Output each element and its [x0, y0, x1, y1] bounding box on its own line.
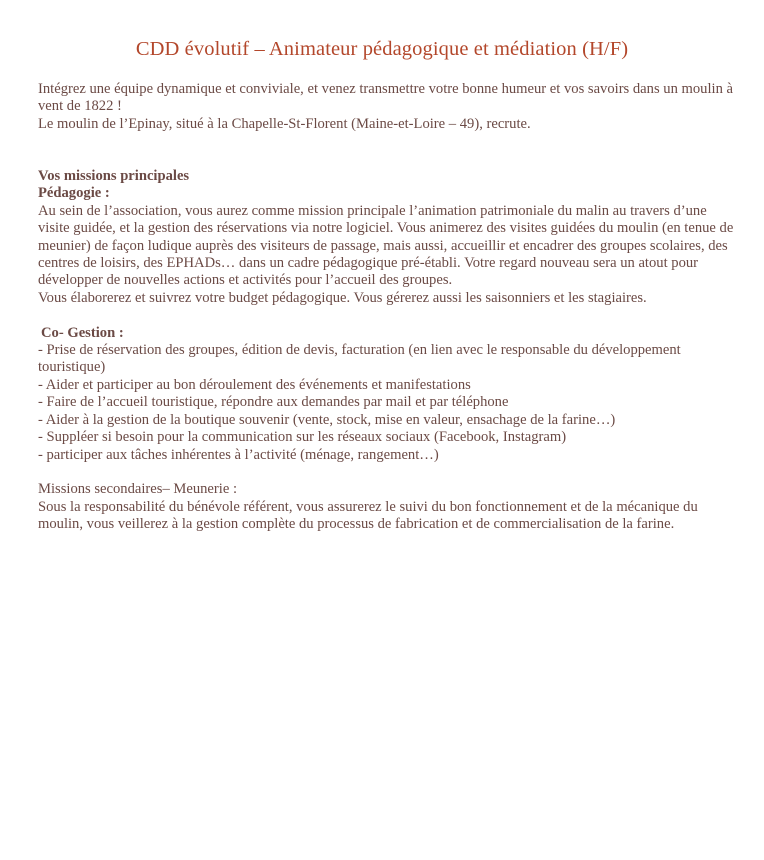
spacer	[38, 307, 738, 324]
pedagogie-paragraph-1: Au sein de l’association, vous aurez comme mission principale l’animation patrimoniale du malin au travers d’une visite guidée, et la gestion des réservations via notre logiciel. Vous animerez des visites guidées du moulin (en tenue de meunier) de façon ludique auprès des visiteurs de passage, mais aussi, accueillir et encadrer des groupes scolaires, des centres de loisirs, des EPHADs… dans un cadre pédagogique pré-établi. Votre regard nouveau sera un atout pour développer de nouvelles actions et activités pour l’accueil des groupes.	[38, 202, 734, 289]
spacer	[38, 133, 738, 168]
list-item: - Prise de réservation des groupes, édition de devis, facturation (en lien avec le responsable du développement touristique)	[38, 342, 681, 376]
secondary-missions-section	[38, 481, 738, 533]
page-title: CDD évolutif – Animateur pédagogique et médiation (H/F)	[135, 38, 629, 60]
list-item: - Aider à la gestion de la boutique souvenir (vente, stock, mise en valeur, ensachage de la farine…)	[38, 411, 616, 428]
pedagogie-paragraph-2: Vous élaborerez et suivrez votre budget pédagogique. Vous gérerez aussi les saisonniers et les stagiaires.	[38, 289, 647, 306]
list-item: - Faire de l’accueil touristique, répondre aux demandes par mail et par téléphone	[38, 394, 509, 411]
cogestion-heading: Co- Gestion :	[41, 324, 124, 341]
list-item: - participer aux tâches inhérentes à l’activité (ménage, rangement…)	[38, 446, 439, 463]
intro-line-2: Le moulin de l’Epinay, situé à la Chapelle-St-Florent (Maine-et-Loire – 49), recrute.	[38, 115, 531, 132]
list-item: - Aider et participer au bon déroulement des événements et manifestations	[38, 376, 471, 393]
pedagogie-heading: Pédagogie :	[38, 185, 110, 202]
missions-section	[38, 168, 738, 307]
spacer	[38, 464, 738, 481]
missions-heading: Vos missions principales	[38, 168, 190, 185]
cogestion-section	[38, 325, 738, 464]
intro-line-1: Intégrez une équipe dynamique et conviviale, et venez transmettre votre bonne humeur et vos savoirs dans un moulin à vent de 1822 !	[38, 81, 734, 115]
intro-section	[38, 81, 738, 133]
list-item: - Suppléer si besoin pour la communication sur les réseaux sociaux (Facebook, Instagram)	[38, 429, 567, 446]
secondary-missions-paragraph: Sous la responsabilité du bénévole référent, vous assurerez le suivi du bon fonctionnement et de la mécanique du moulin, vous veillerez à la gestion complète du processus de fabrication et de commercialisation de la farine.	[38, 498, 698, 533]
secondary-missions-heading: Missions secondaires– Meunerie :	[38, 481, 238, 498]
logo-fragment-icon	[352, 0, 396, 4]
job-description	[38, 81, 738, 534]
